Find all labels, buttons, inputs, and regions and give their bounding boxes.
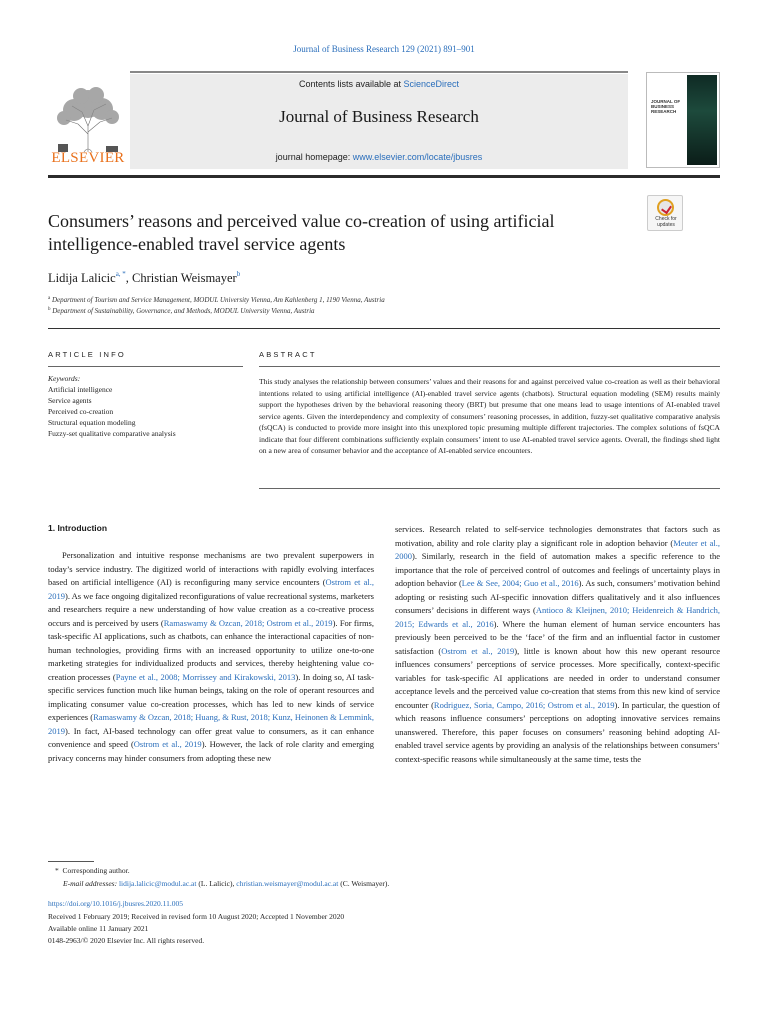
email-owner: (C. Weismayer). bbox=[338, 879, 390, 888]
citation-link[interactable]: Payne et al., 2008; Morrissey and Kirakowski, 2013 bbox=[115, 671, 296, 682]
body-text: ). Where the human element of human service encounters has previously been perceived to be the ‘face’ of the firm and an influential factor in customer satisfaction ( bbox=[395, 618, 721, 656]
abstract-heading: ABSTRACT bbox=[259, 350, 317, 359]
email-owner: (L. Lalicic), bbox=[196, 879, 237, 888]
body-text: services. Research related to self-service technologies demonstrates that factors such as motivation, ability and role clarity play a significant role in adoption behavior ( bbox=[395, 524, 720, 548]
cover-title-text: JOURNAL OF BUSINESS RESEARCH bbox=[651, 99, 681, 114]
contents-prefix: Contents lists available at bbox=[298, 79, 404, 89]
citation-link[interactable]: Meuter et al., 2000 bbox=[395, 537, 720, 561]
affiliation-a bbox=[48, 296, 385, 304]
keywords-label: Keywords: bbox=[48, 374, 81, 383]
copyright-line: 0148-2963/© 2020 Elsevier Inc. All rights reserved. bbox=[48, 936, 205, 945]
body-text: ). However, the lack of role clarity and emerging privacy concerns may hinder consumers from adopting these new bbox=[48, 739, 374, 763]
email-link[interactable]: lidija.lalicic@modul.ac.at bbox=[118, 879, 197, 888]
check-for-updates-badge[interactable] bbox=[647, 195, 683, 231]
abstract-bottom-rule bbox=[259, 488, 720, 489]
publisher-wordmark: ELSEVIER bbox=[51, 150, 125, 166]
citation-link[interactable]: Ostrom et al., 2019 bbox=[133, 739, 202, 749]
body-text: ). In particular, the question of which reasons influence consumers’ perceptions on adopting innovative services remains unanswered. Therefore, this paper focuses on consumers’ reasoning behind adopting AI-enabled travel service agents by providing an analysis of the relationships between consumers’ context-specific reasons while simultaneously at the same time, tests the bbox=[395, 699, 720, 764]
keyword-item: Service agents bbox=[48, 396, 92, 405]
body-column-left bbox=[48, 549, 374, 765]
check-updates-icon bbox=[657, 199, 674, 216]
email-addresses-note bbox=[63, 879, 389, 888]
homepage-prefix: journal homepage: bbox=[275, 152, 353, 162]
body-column-right bbox=[395, 523, 720, 766]
affiliation-mark: b bbox=[48, 307, 51, 312]
available-online-date: Available online 11 January 2021 bbox=[48, 924, 149, 933]
journal-homepage-line bbox=[130, 152, 628, 162]
citation-link[interactable]: Ostrom et al., 2019 bbox=[48, 577, 374, 601]
masthead-top-rule bbox=[130, 71, 628, 73]
citation-link[interactable]: Ramaswamy & Ozcan, 2018; Ostrom et al., 2019 bbox=[163, 617, 333, 628]
article-info-heading: ARTICLE INFO bbox=[48, 350, 126, 359]
body-text: Personalization and intuitive response mechanisms are two prevalent superpowers in today’s service industry. The digitized world of interactions with rapidly evolving interfaces based on artificial intelligence (AI) is reconfiguring many service encounters ( bbox=[48, 550, 374, 587]
doi-link[interactable]: https://doi.org/10.1016/j.jbusres.2020.11.005 bbox=[48, 899, 184, 908]
citation-link[interactable]: Antioco & Kleijnen, 2010; Heidenreich & Handrich, 2015; Edwards et al., 2016 bbox=[395, 605, 720, 629]
keyword-item: Structural equation modeling bbox=[48, 418, 136, 427]
keyword-item: Fuzzy-set qualitative comparative analysis bbox=[48, 429, 176, 438]
footnote-rule bbox=[48, 861, 94, 862]
body-text: ). Similarly, research in the field of automation makes a specific reference to the importance that the role of perceived control of outcomes and feelings of uncertainty plays in adoption behavior ( bbox=[395, 551, 720, 588]
author-name[interactable]: Christian Weismayer bbox=[132, 271, 237, 285]
keyword-item: Perceived co-creation bbox=[48, 407, 114, 416]
body-text: ). For firms, task-specific AI applications, such as chatbots, can enhance the interactional capacities of non-human technologies, providing firms with an increased opportunity to utilize one-to-one marketing strategies for individualized products and services, thereby heightening value co-creation processes ( bbox=[48, 617, 374, 682]
check-updates-label: Check for updates bbox=[655, 216, 677, 228]
citation-link[interactable]: Ramaswamy & Ozcan, 2018; Huang, & Rust, 2018; Kunz, Heinonen & Lemmink, 2019 bbox=[48, 712, 375, 736]
body-text: ). In fact, AI-based technology can offer great value to consumers, as it can enhance convenience and speed ( bbox=[48, 725, 374, 749]
keyword-item: Artificial intelligence bbox=[48, 385, 113, 394]
affiliation-mark: a bbox=[48, 296, 51, 301]
author-affiliation-marks[interactable]: b bbox=[236, 270, 241, 278]
author-name[interactable]: Lidija Lalicic bbox=[48, 271, 116, 285]
body-text: ). As we face ongoing digitalized reconfigurations of value recreational systems, marketers and researchers require a new understanding of how value creation as a co-creative process occurs and is perceived by users ( bbox=[48, 590, 374, 628]
header-divider bbox=[48, 328, 720, 329]
contents-available-line bbox=[130, 79, 628, 89]
citation-link[interactable]: Lee & See, 2004; Guo et al., 2016 bbox=[461, 578, 579, 588]
corresponding-author-note bbox=[55, 866, 130, 875]
masthead-bottom-rule bbox=[48, 175, 720, 178]
received-dates: Received 1 February 2019; Received in revised form 10 August 2020; Accepted 1 November 2020 bbox=[48, 912, 345, 921]
affiliation-b bbox=[48, 307, 315, 315]
author-line bbox=[48, 270, 240, 286]
email-label: E-mail addresses: bbox=[63, 879, 118, 888]
journal-homepage-link[interactable]: www.elsevier.com/locate/jbusres bbox=[352, 152, 483, 162]
abstract-body: This study analyses the relationship between consumers’ values and their reasons for and against perceived value co-creation as well as their behavioral intentions related to using artificial intelligence (AI)-enabled travel service agents (chatbots). Structural equation modeling (SEM) results mainly support the hypotheses driven by the behavioral reasoning theory (BRT) but presume that one means lead to usage intentions of AI-enabled travel service agents. Given the interdependency and complexity of consumers’ reasoning processes, in addition, fuzzy-set qualitative comparative analysis (fsQCA) is conducted to provide more insight into this unexplored topic presuming multiple different trajectories. The complex solutions of fsQCA indicate that four different combinations sufficiently explain consumers’ intent to use AI-enabled travel service agents. Overall, the findings shed light on a new area of consumer behavior and the acceptance of AI-enabled service encounters. bbox=[259, 377, 720, 455]
article-title: Consumers’ reasons and perceived value co-creation of using artificial intelligence-enabled travel service agents bbox=[48, 211, 555, 254]
author-affiliation-marks[interactable]: a, * bbox=[115, 270, 126, 278]
abstract-rule bbox=[259, 366, 720, 367]
journal-title: Journal of Business Research bbox=[279, 107, 479, 126]
email-link[interactable]: christian.weismayer@modul.ac.at bbox=[236, 879, 339, 888]
article-info-rule bbox=[48, 366, 243, 367]
section-heading-introduction: 1. Introduction bbox=[48, 523, 108, 533]
footnote-mark: * bbox=[55, 866, 59, 875]
body-text: ). In doing so, AI task-specific services function much like human beings, taking on the role of operant resources and implicating consumer value co-creation processes, which has led to new kinds of service experiences ( bbox=[48, 671, 374, 722]
journal-citation[interactable]: Journal of Business Research 129 (2021) 891–901 bbox=[293, 44, 475, 54]
journal-cover-thumbnail bbox=[646, 72, 720, 168]
citation-link[interactable]: Rodriguez, Soria, Campo, 2016; Ostrom et al., 2019 bbox=[433, 699, 615, 710]
sciencedirect-link[interactable]: ScienceDirect bbox=[403, 79, 460, 89]
body-text: ), little is known about how this new operant resource influences consumers’ perceptions of service processes. More specifically, context-specific variables for task-specific AI applications are needed in order to understand consumer acceptance levels and the perceived value co-creation that stems from this new kind of service encounter ( bbox=[395, 645, 720, 710]
citation-link[interactable]: Ostrom et al., 2019 bbox=[441, 645, 515, 656]
author-separator: , bbox=[125, 271, 133, 285]
footnote-text: Corresponding author. bbox=[62, 866, 130, 875]
affiliation-text: Department of Sustainability, Governance, and Methods, MODUL University Vienna, Austria bbox=[52, 307, 315, 315]
cover-image-strip bbox=[687, 75, 717, 165]
affiliation-text: Department of Tourism and Service Management, MODUL University Vienna, Am Kahlenberg 1, 1190 Vienna, Austria bbox=[51, 296, 385, 304]
body-text: ). As such, consumers’ motivation behind adopting or resisting such AI-specific innovation differs qualitatively and it also influences consumers’ decisions in different ways ( bbox=[395, 578, 720, 615]
